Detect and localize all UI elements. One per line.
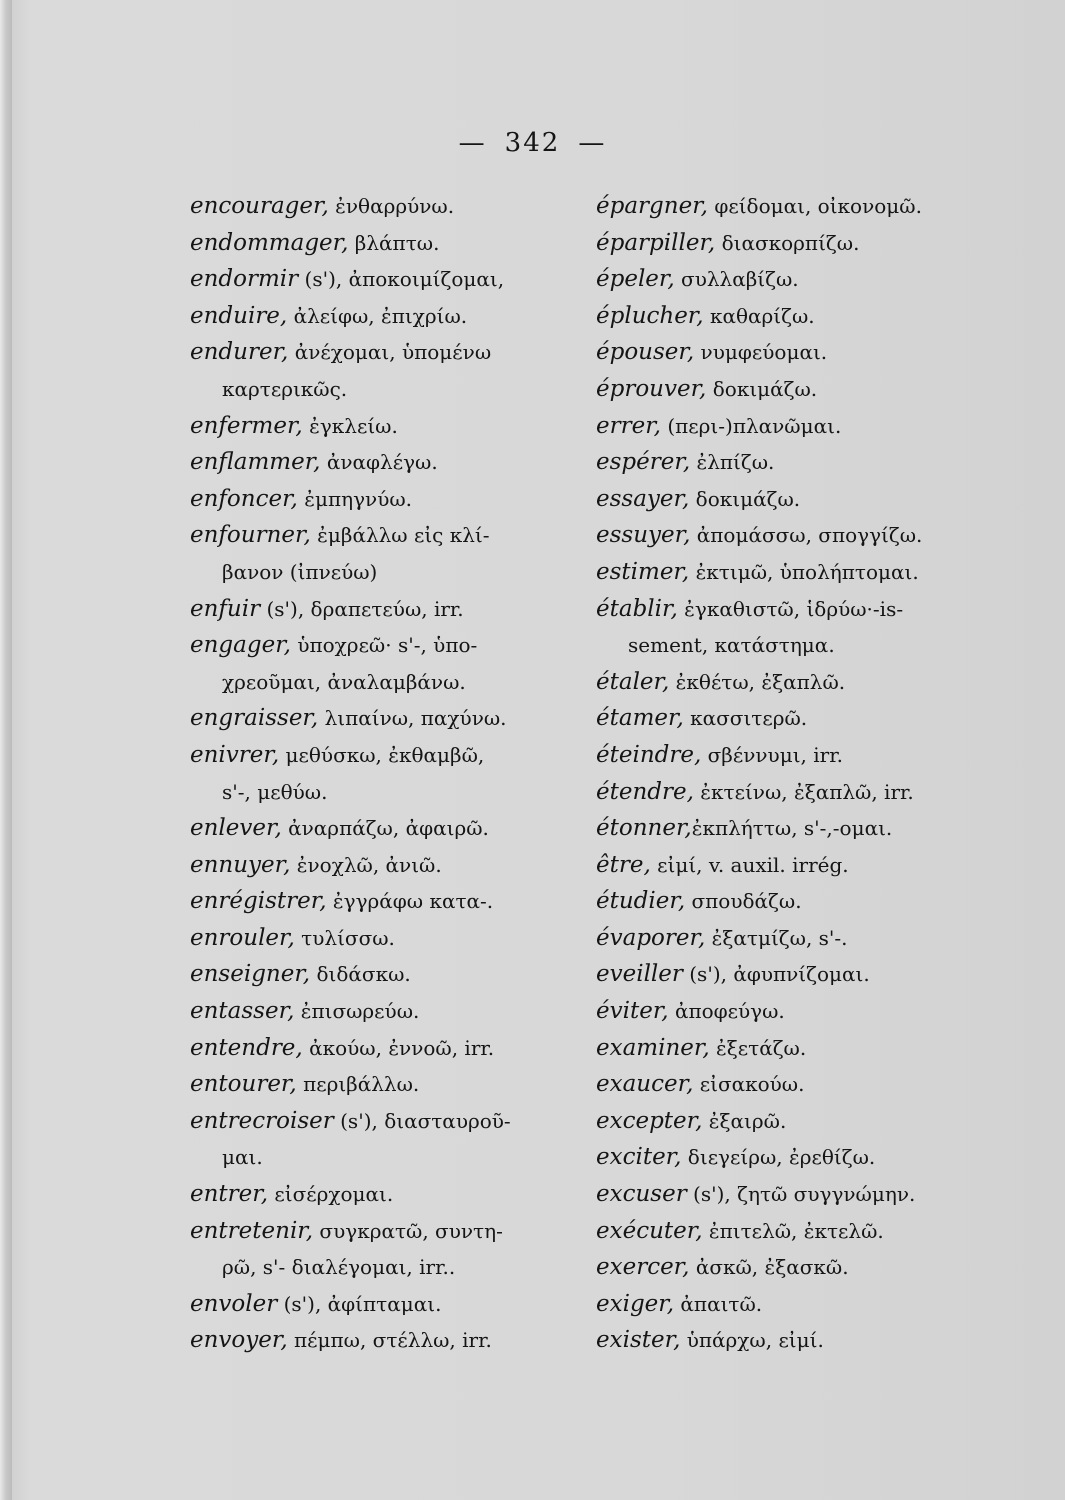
headword: errer, [596,412,661,439]
translation: (περι-)πλανῶμαι. [661,413,842,438]
entry-continuation [190,664,600,701]
headword: enfoncer, [190,485,298,512]
dictionary-entry [190,517,600,554]
headword: excuser [596,1181,687,1208]
translation: (s'), ἀφίπταμαι. [277,1291,442,1316]
headword: entretenir, [190,1217,314,1244]
headword: enduire, [190,302,288,329]
translation: εἰσέρχομαι. [268,1182,394,1207]
translation: ἐμβάλλω εἰς κλί- [310,523,490,548]
page-header [0,128,1065,158]
headword: enlever, [190,815,282,842]
dictionary-entry [596,298,1016,335]
translation: εἰμί, v. auxil. irrég. [650,852,849,877]
headword: exécuter, [596,1217,703,1244]
dictionary-entry [596,481,1016,518]
header-dash-left: — [458,128,487,158]
headword: engager, [190,632,291,659]
translation: ἀκούω, ἐννοῶ, irr. [302,1035,495,1060]
translation: (s'), ἀφυπνίζομαι. [682,962,870,987]
translation: ὑποχρεῶ· s'-, ὑπο- [290,633,478,658]
translation: διεγείρω, ἐρεθίζω. [681,1145,876,1170]
translation: ἀποφεύγω. [668,999,785,1024]
translation: ἐπισωρεύω. [294,999,420,1024]
entry-continuation [190,1249,600,1286]
headword: endurer, [190,339,289,366]
headword: étaler, [596,668,670,695]
headword: étonner, [596,815,692,842]
dictionary-entry [190,1103,600,1140]
translation: φείδομαι, οἰκονομῶ. [707,194,922,218]
translation: ἐκθέτω, ἐξαπλῶ. [669,669,846,694]
headword: enfourner, [190,522,311,549]
dictionary-entry [596,1139,1016,1176]
dictionary-entry [190,1176,600,1213]
headword: épeler, [596,266,675,293]
translation: διδάσκω. [310,962,411,987]
headword: espérer, [596,449,691,476]
dictionary-entry [596,774,1016,811]
translation: ἐξατμίζω, s'-. [705,925,848,950]
translation: χρεοῦμαι, ἀναλαμβάνω. [222,669,466,694]
headword: endormir [190,266,299,293]
translation: (s'), ἀποκοιμίζομαι, [298,267,505,292]
headword: essuyer, [596,522,691,549]
headword: enfermer, [190,412,303,439]
dictionary-entry [596,1286,1016,1323]
headword: entasser, [190,998,295,1025]
right-column [596,188,1016,1359]
headword: estimer, [596,558,690,585]
translation: δοκιμάζω. [689,486,801,511]
entry-continuation [190,774,600,811]
headword: ennuyer, [190,851,291,878]
header-dash-right: — [578,128,607,158]
dictionary-entry [190,408,600,445]
headword: exiger, [596,1290,675,1317]
dictionary-entry [596,1030,1016,1067]
headword: enfuir [190,595,261,622]
headword: enivrer, [190,741,280,768]
headword: enrouler, [190,924,295,951]
translation: ὑπάρχω, εἰμί. [680,1328,824,1353]
translation: μεθύσκω, ἐκθαμβῶ, [279,742,485,767]
translation: ἀπαιτῶ. [674,1291,763,1316]
headword: entourer, [190,1071,297,1098]
dictionary-entry [190,700,600,737]
headword: enrégistrer, [190,888,327,915]
entry-continuation [190,371,600,408]
dictionary-entry [190,1213,600,1250]
translation: ἀναφλέγω. [320,450,438,475]
headword: éplucher, [596,302,704,329]
translation: ἀνέχομαι, ὑπομένω [288,340,492,365]
translation: δοκιμάζω. [706,376,818,401]
dictionary-entry [596,517,1016,554]
headword: eveiller [596,961,683,988]
translation: ἐνθαρρύνω. [328,194,455,218]
translation: καθαρίζω. [703,303,815,328]
translation: συλλαβίζω. [674,267,799,292]
dictionary-entry [596,1249,1016,1286]
dictionary-entry [596,334,1016,371]
headword: éviter, [596,998,669,1025]
headword: étendre, [596,778,694,805]
dictionary-entry [596,371,1016,408]
translation: ἐκπλήττω, s'-,-ομαι. [691,816,893,841]
headword: entrecroiser [190,1107,334,1134]
dictionary-entry [596,737,1016,774]
translation: τυλίσσω. [294,925,395,950]
translation: ἀλείφω, ἐπιχρίω. [287,303,468,328]
translation: βλάπτω. [348,230,440,255]
dictionary-entry [596,956,1016,993]
headword: éprouver, [596,375,707,402]
translation: περιβάλλω. [296,1072,420,1097]
dictionary-entry [190,1066,600,1103]
dictionary-entry [190,298,600,335]
translation: ἐγγράφω κατα-. [326,889,494,914]
headword: engraisser, [190,705,319,732]
translation: ἐμπηγνύω. [297,486,413,511]
dictionary-entry [596,1322,1016,1359]
dictionary-entry [596,883,1016,920]
dictionary-entry [596,920,1016,957]
translation: ἐκτείνω, ἐξαπλῶ, irr. [693,779,914,804]
translation: λιπαίνω, παχύνω. [318,706,507,731]
entry-continuation [190,554,600,591]
dictionary-entry [596,700,1016,737]
headword: envoler [190,1290,278,1317]
headword: envoyer, [190,1327,288,1354]
dictionary-entry [596,1176,1016,1213]
translation: ἐξαιρῶ. [702,1108,787,1133]
translation: ἐλπίζω. [690,450,775,475]
dictionary-entry [190,1286,600,1323]
headword: exister, [596,1327,681,1354]
dictionary-entry [190,261,600,298]
dictionary-entry [190,188,600,225]
translation: (s'), δραπετεύω, irr. [260,596,464,621]
dictionary-entry [596,1103,1016,1140]
headword: essayer, [596,485,690,512]
dictionary-entry [596,1213,1016,1250]
dictionary-entry [596,1066,1016,1103]
dictionary-entry [190,591,600,628]
dictionary-entry [190,810,600,847]
translation: ἐγκαθιστῶ, ἱδρύω·-is- [677,596,904,621]
dictionary-entry [190,920,600,957]
headword: évaporer, [596,924,706,951]
dictionary-entry [190,847,600,884]
headword: être, [596,851,651,878]
translation: ἀναρπάζω, ἀφαιρῶ. [281,816,489,841]
headword: exercer, [596,1254,690,1281]
dictionary-entry [190,956,600,993]
dictionary-entry [190,1030,600,1067]
dictionary-entry [596,261,1016,298]
translation: ἐνοχλῶ, ἀνιῶ. [290,852,442,877]
dictionary-entry [190,737,600,774]
dictionary-entry [596,847,1016,884]
dictionary-entry [190,444,600,481]
dictionary-entry [190,883,600,920]
headword: étamer, [596,705,684,732]
translation: sement, κατάστημα. [628,633,835,658]
translation: νυμφεύομαι. [694,340,828,365]
translation: ἐκτιμῶ, ὑπολήπτομαι. [689,559,919,584]
translation: (s'), ζητῶ συγγνώμην. [686,1182,916,1207]
translation: ἐπιτελῶ, ἐκτελῶ. [702,1218,884,1243]
translation: σπουδάζω. [685,889,802,914]
headword: établir, [596,595,678,622]
headword: examiner, [596,1034,710,1061]
dictionary-entry [190,481,600,518]
translation: διασκορπίζω. [715,230,860,255]
translation: ἀπομάσσω, σπογγίζω. [690,523,923,548]
translation: ἐγκλείω. [302,413,398,438]
dictionary-entry [596,225,1016,262]
headword: étudier, [596,888,686,915]
entry-continuation [190,1139,600,1176]
dictionary-entry [190,225,600,262]
translation: ἐξετάζω. [709,1035,807,1060]
translation: ἀσκῶ, ἐξασκῶ. [689,1255,849,1280]
headword: épouser, [596,339,695,366]
translation: κασσιτερῶ. [683,706,808,731]
dictionary-entry [190,1322,600,1359]
translation: s'-, μεθύω. [222,779,328,804]
translation: (s'), διασταυροῦ- [333,1108,511,1133]
dictionary-entry [596,444,1016,481]
dictionary-entry [190,993,600,1030]
headword: éparpiller, [596,229,716,256]
dictionary-entry [596,810,1016,847]
entry-continuation [596,627,1016,664]
translation: μαι. [222,1145,263,1170]
headword: enflammer, [190,449,321,476]
dictionary-entry [596,408,1016,445]
headword: endommager, [190,229,349,256]
dictionary-entry [596,554,1016,591]
dictionary-entry [596,188,1016,225]
page-number: 342 [504,128,561,158]
dictionary-entry [596,591,1016,628]
translation: εἰσακούω. [693,1072,805,1097]
translation: πέμπω, στέλλω, irr. [287,1328,492,1353]
dictionary-entry [190,334,600,371]
headword: exciter, [596,1144,682,1171]
headword: exaucer, [596,1071,694,1098]
translation: βανον (ἰπνεύω) [222,559,378,584]
headword: encourager, [190,193,329,219]
dictionary-entry [596,993,1016,1030]
headword: enseigner, [190,961,311,988]
headword: éteindre, [596,741,702,768]
page-edge [0,0,12,1500]
translation: ρῶ, s'- διαλέγομαι, irr.. [222,1255,456,1280]
translation: συγκρατῶ, συντη- [313,1218,503,1243]
translation: καρτερικῶς. [222,376,348,401]
dictionary-entry [190,627,600,664]
translation: σβέννυμι, irr. [701,742,843,767]
headword: excepter, [596,1107,703,1134]
headword: entendre, [190,1034,303,1061]
headword: épargner, [596,193,708,219]
headword: entrer, [190,1181,269,1208]
dictionary-entry [596,664,1016,701]
left-column [190,188,600,1359]
